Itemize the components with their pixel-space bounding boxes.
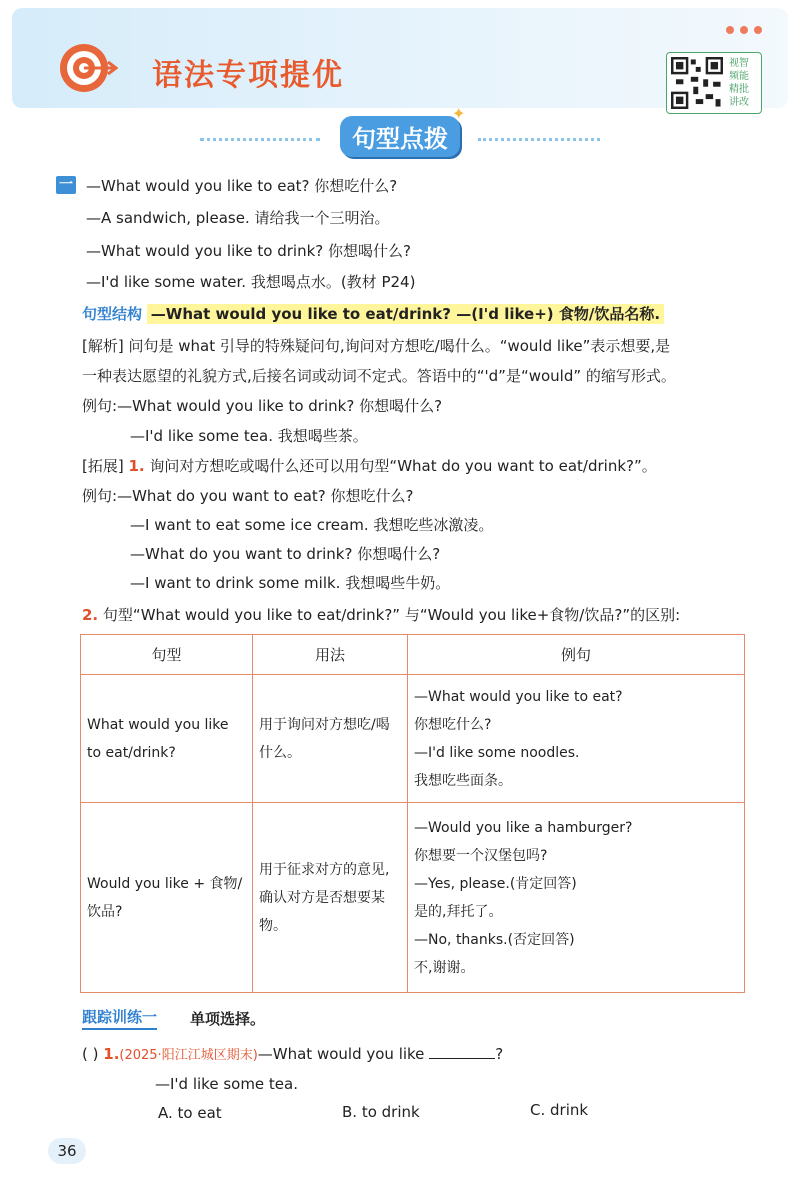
qr-label: 视 智 频 能 精 批 讲 改: [729, 58, 749, 108]
comparison-table: [80, 634, 745, 993]
page-number: 36: [48, 1138, 86, 1164]
point2-line: 2. 句型“What would you like to eat/drink?” 与“Would you like+食物/饮品?”的区别:: [82, 606, 681, 624]
option-c[interactable]: C. drink: [530, 1101, 589, 1119]
table-cell-examples: —Would you like a hamburger? 你想要一个汉堡包吗? —Yes, please.(肯定回答) 是的,拜托了。 —No, thanks.(否定回答) 不,谢谢。: [408, 803, 745, 993]
table-cell-pattern: What would you like to eat/drink?: [81, 675, 253, 803]
example2-line: —I want to drink some milk. 我想喝些牛奶。: [130, 574, 451, 592]
table-cell-usage: 用于征求对方的意见,确认对方是否想要某物。: [253, 803, 408, 993]
table-cell-pattern: Would you like + 食物/饮品?: [81, 803, 253, 993]
item-number-badge: 一: [56, 176, 76, 194]
divider-right: [478, 138, 600, 141]
target-icon: [58, 38, 118, 98]
divider-left: [200, 138, 320, 141]
header-banner: [12, 8, 788, 108]
example-label: 例句:: [82, 397, 118, 415]
qr-code-box[interactable]: [666, 52, 762, 114]
table-header: 例句: [408, 635, 745, 675]
header-title: 语法专项提优: [152, 58, 344, 93]
sparkle-icon: ✦: [452, 104, 466, 123]
expand-line: [拓展] 1. 询问对方想吃或喝什么还可以用句型“What do you want to eat/drink?”。: [82, 457, 657, 475]
analysis-line-2: 一种表达愿望的礼貌方式,后接名词或动词不定式。答语中的“'d”是“would” 的缩写形式。: [82, 367, 676, 385]
table-row: [81, 675, 745, 803]
question-1: ( ) 1.(2025·阳江江城区期末)—What would you like ?: [82, 1045, 504, 1063]
option-a[interactable]: A. to eat: [158, 1104, 222, 1122]
table-header: 句型: [81, 635, 253, 675]
structure-label: 句型结构: [82, 305, 143, 323]
example-label: 例句:: [82, 487, 118, 505]
example1-line: 例句:—What would you like to drink? 你想喝什么?: [82, 397, 443, 415]
table-cell-examples: —What would you like to eat? 你想吃什么? —I'd like some noodles. 我想吃些面条。: [408, 675, 745, 803]
question-source: (2025·阳江江城区期末): [119, 1048, 258, 1063]
table-header: 用法: [253, 635, 408, 675]
structure-row: [82, 303, 664, 324]
example2-line: —I want to eat some ice cream. 我想吃些冰激凌。: [130, 516, 494, 534]
dialog-line: —What would you like to drink? 你想喝什么?: [86, 242, 411, 260]
table-cell-usage: 用于询问对方想吃/喝什么。: [253, 675, 408, 803]
example2-line: 例句:—What do you want to eat? 你想吃什么?: [82, 487, 414, 505]
table-header-row: [81, 635, 745, 675]
dialog-line: —I'd like some water. 我想喝点水。(教材 P24): [86, 273, 416, 291]
question-answer-line: —I'd like some tea.: [155, 1075, 298, 1093]
dialog-line: —What would you like to eat? 你想吃什么?: [86, 177, 398, 195]
table-row: [81, 803, 745, 993]
answer-paren[interactable]: ( ): [82, 1045, 99, 1063]
answer-blank[interactable]: [429, 1045, 495, 1059]
qr-code-icon[interactable]: [671, 57, 723, 109]
decor-dots: [726, 26, 762, 34]
structure-text: —What would you like to eat/drink? —(I'd like+) 食物/饮品名称.: [147, 304, 664, 324]
analysis-line-1: [解析] 问句是 what 引导的特殊疑问句,询问对方想吃/喝什么。“would like”表示想要,是: [82, 337, 671, 355]
example1-line: —I'd like some tea. 我想喝些茶。: [130, 427, 368, 445]
practice-title: 单项选择。: [190, 1010, 266, 1028]
dialog-line: —A sandwich, please. 请给我一个三明治。: [86, 209, 390, 227]
option-b[interactable]: B. to drink: [342, 1103, 420, 1121]
section-title: 句型点拨: [325, 116, 475, 156]
practice-badge: 跟踪训练一: [82, 1006, 157, 1030]
analysis-label: [解析]: [82, 337, 124, 355]
expand-label: [拓展]: [82, 457, 124, 475]
example2-line: —What do you want to drink? 你想喝什么?: [130, 545, 441, 563]
